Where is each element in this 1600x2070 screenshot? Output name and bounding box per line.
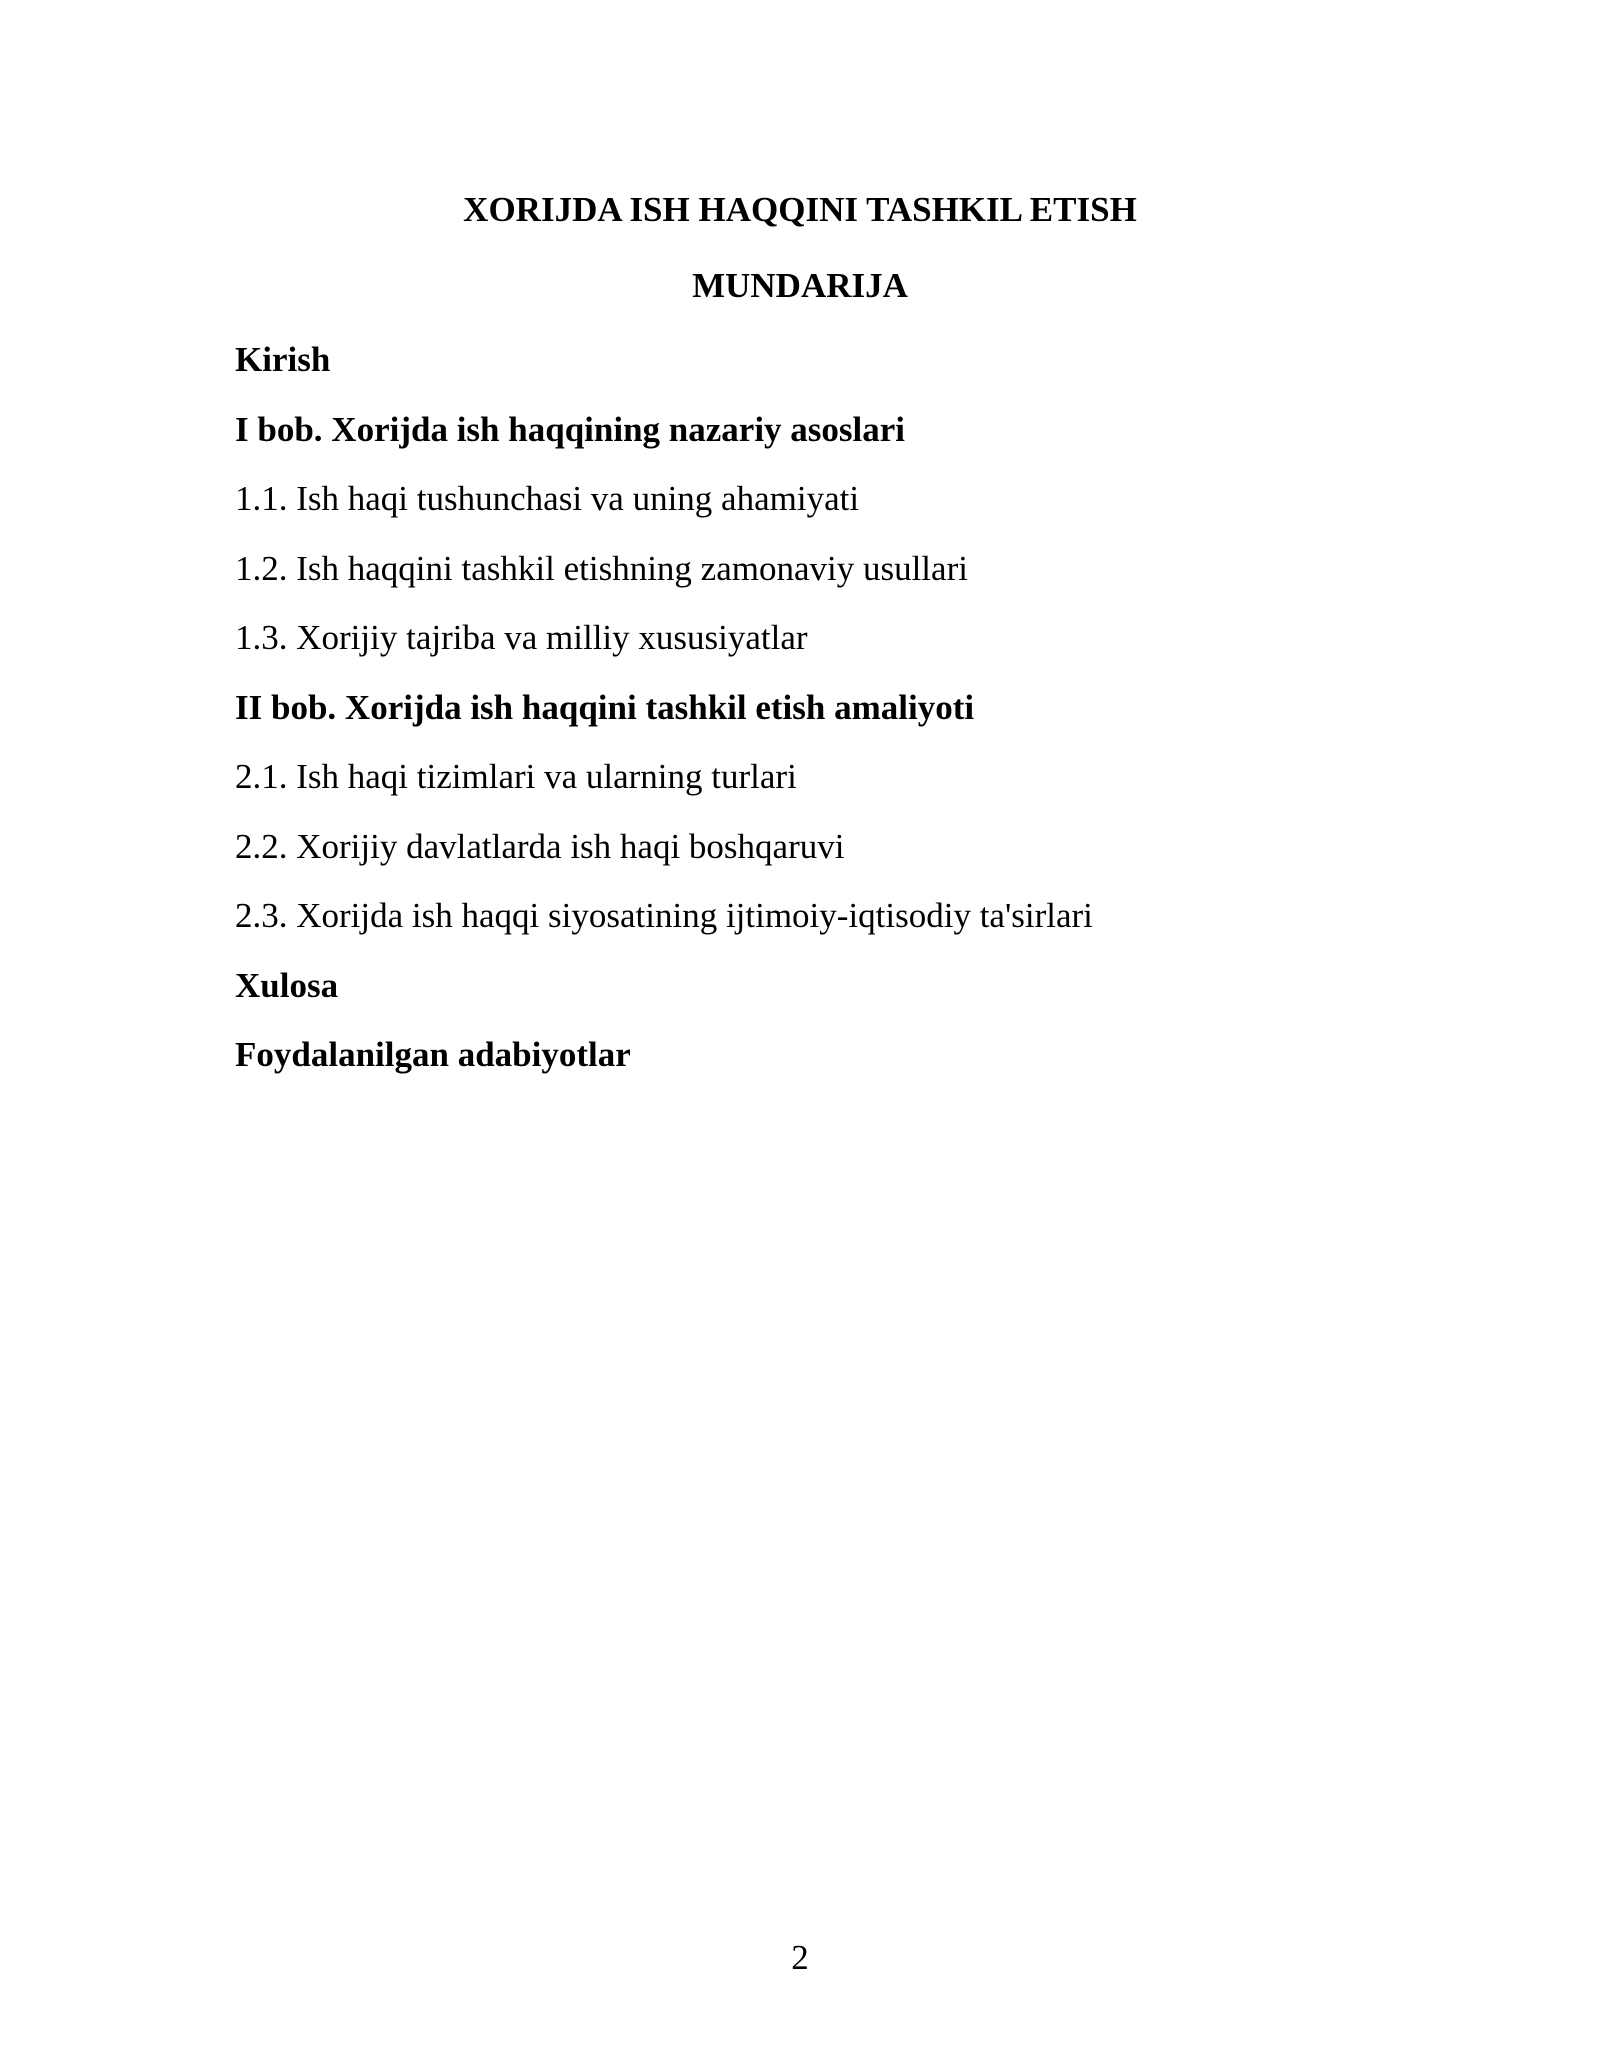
toc-item: Xulosa: [235, 965, 339, 1005]
document-title: XORIJDA ISH HAQQINI TASHKIL ETISH: [463, 190, 1137, 229]
toc-item: Kirish: [235, 340, 331, 379]
toc-item: Foydalanilgan adabiyotlar: [235, 1035, 631, 1074]
toc-item: 1.2. Ish haqqini tashkil etishning zamonaviy usullari: [235, 548, 968, 588]
toc-item: II bob. Xorijda ish haqqini tashkil etish amaliyoti: [235, 687, 975, 727]
toc-item: 2.3. Xorijda ish haqqi siyosatining ijtimoiy-iqtisodiy ta'sirlari: [235, 896, 1093, 935]
toc-item: I bob. Xorijda ish haqqining nazariy asoslari: [235, 409, 906, 449]
toc-heading: MUNDARIJA: [692, 266, 908, 305]
toc-item: 1.3. Xorijiy tajriba va milliy xususiyatlar: [235, 618, 808, 657]
toc-item: 2.1. Ish haqi tizimlari va ularning turlari: [235, 757, 797, 796]
toc-item: 1.1. Ish haqi tushunchasi va uning ahamiyati: [235, 479, 860, 518]
table-of-contents: [235, 336, 1435, 1101]
page-number: 2: [791, 1938, 809, 1977]
toc-item: 2.2. Xorijiy davlatlarda ish haqi boshqaruvi: [235, 826, 845, 866]
